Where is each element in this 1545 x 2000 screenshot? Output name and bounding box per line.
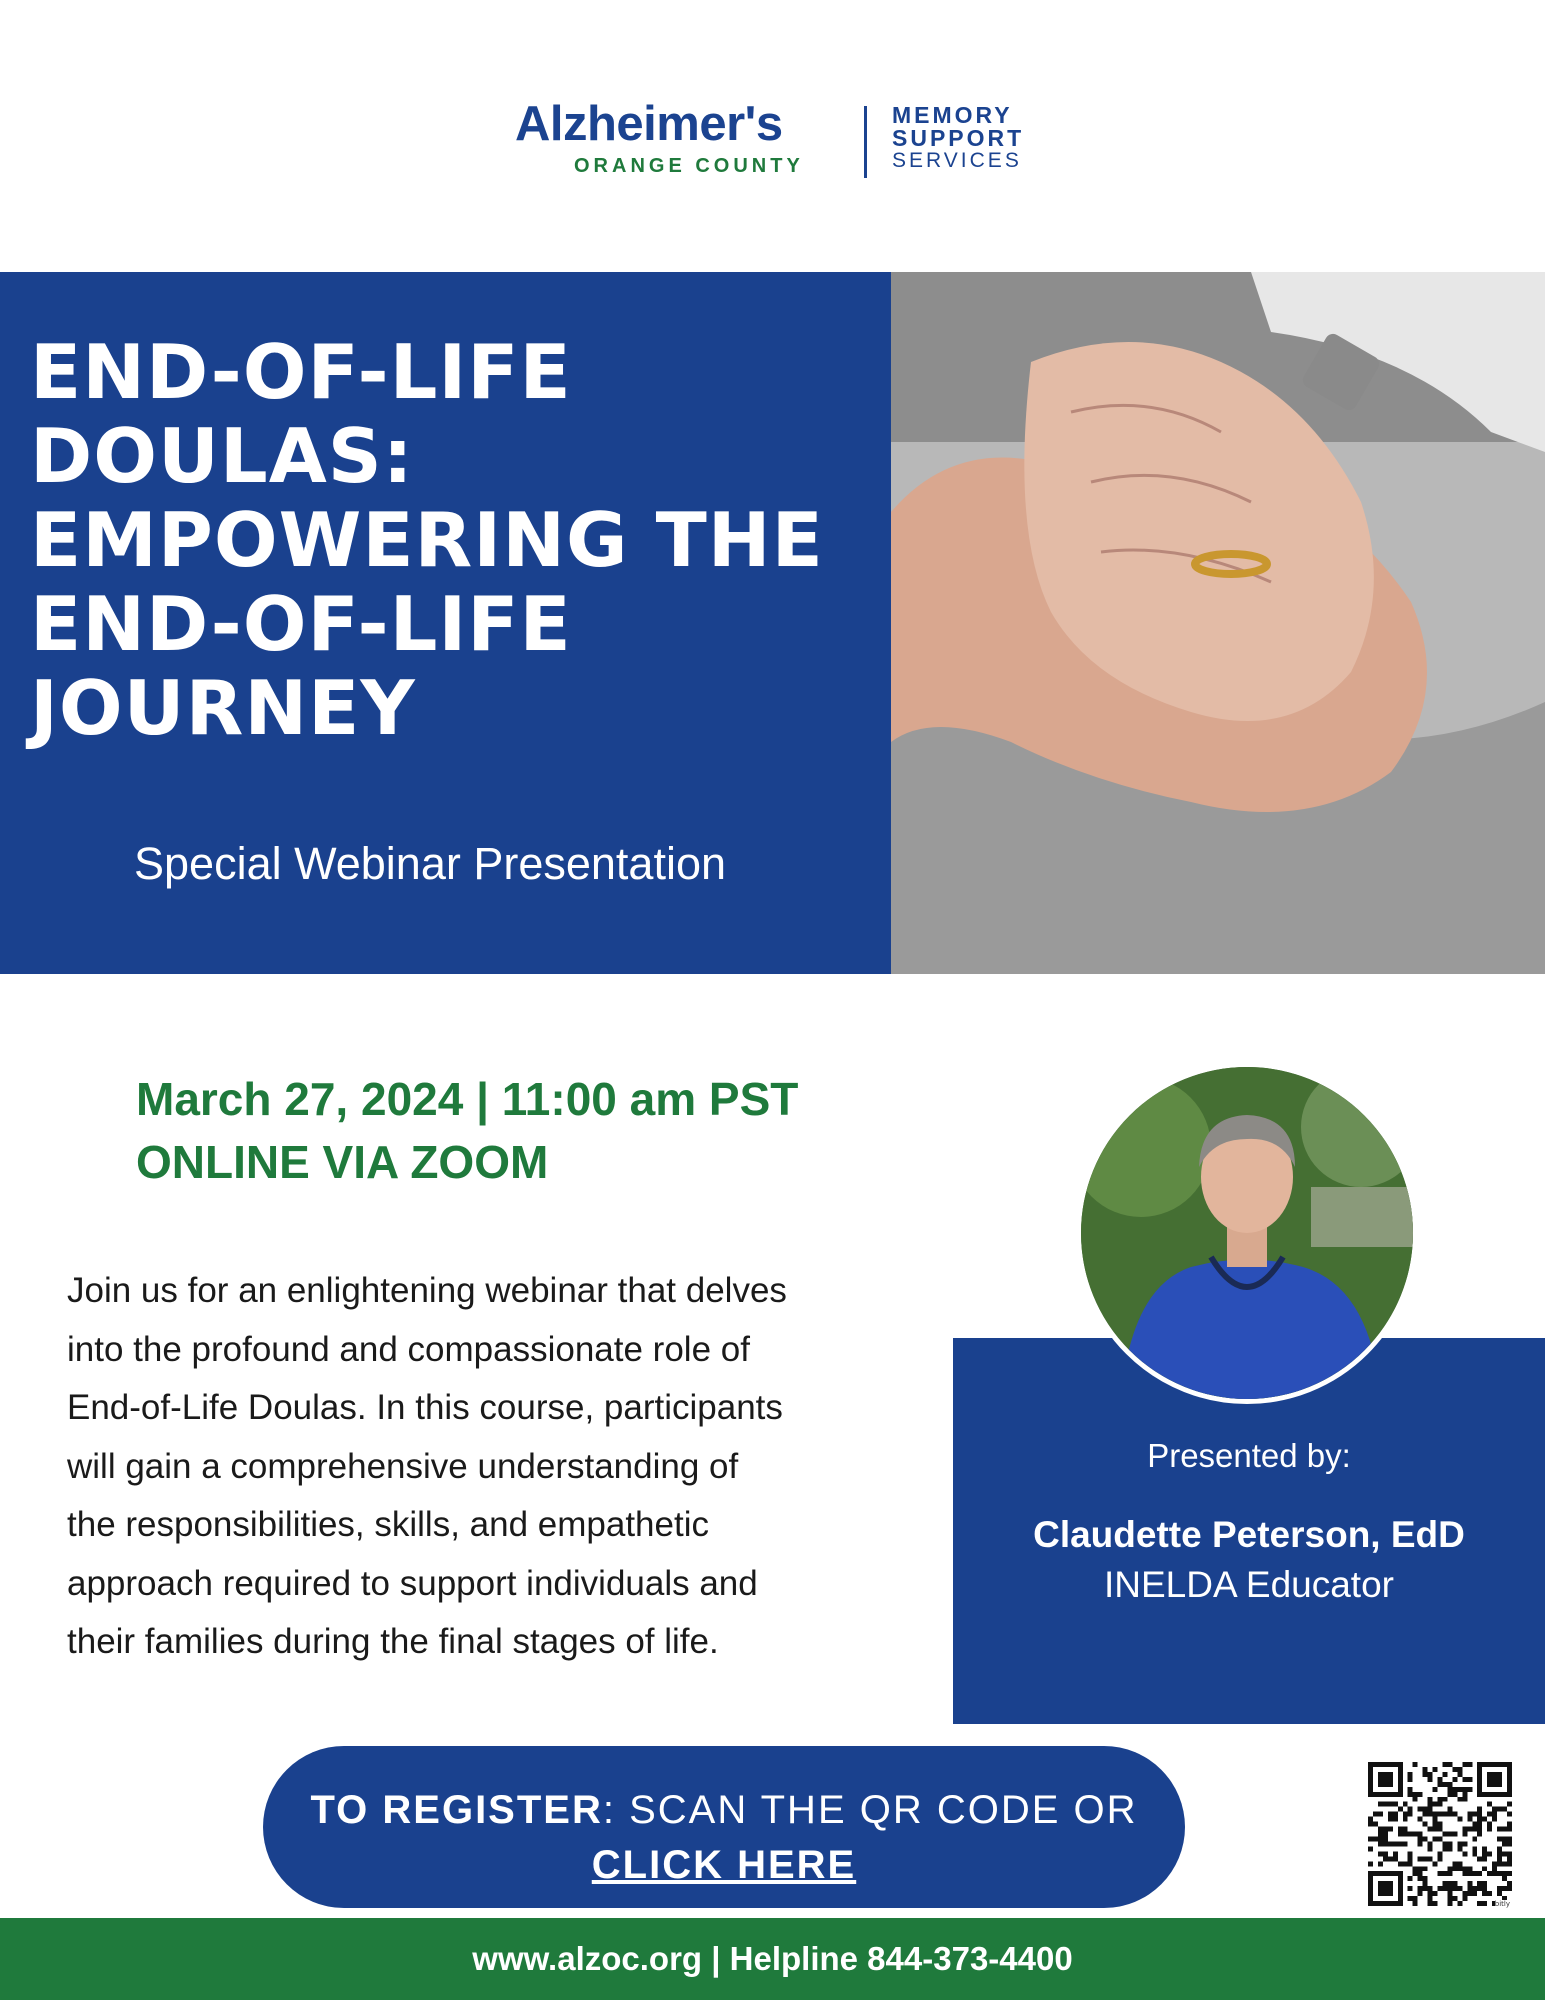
presenter-portrait: [1081, 1067, 1413, 1399]
event-datetime: March 27, 2024 | 11:00 am PST: [136, 1073, 799, 1125]
logo-service-line1: MEMORY: [892, 102, 1013, 128]
qr-caption: bitly: [1494, 1900, 1510, 1908]
register-button[interactable]: [263, 1746, 1185, 1908]
title-line: EMPOWERING THE: [30, 496, 824, 584]
hero-subtitle: Special Webinar Presentation: [134, 838, 727, 889]
logo-service-name: [892, 104, 1024, 171]
presenter-role: INELDA Educator: [1104, 1564, 1394, 1605]
holding-hands-photo: [891, 272, 1545, 974]
click-here-link[interactable]: CLICK HERE: [591, 1843, 857, 1887]
description-line: approach required to support individuals and: [67, 1563, 758, 1603]
description-line: into the profound and compassionate role of: [67, 1329, 750, 1369]
presenter-name: Claudette Peterson, EdD: [1033, 1514, 1465, 1555]
presented-by-label: Presented by:: [1147, 1437, 1351, 1474]
event-location: ONLINE VIA ZOOM: [136, 1136, 549, 1188]
description-line: Join us for an enlightening webinar that delves: [67, 1271, 787, 1310]
page-title: [30, 330, 870, 750]
logo-region: ORANGE COUNTY: [574, 155, 804, 177]
description-line: their families during the final stages of life.: [67, 1622, 719, 1661]
logo-wordmark: Alzheimer's: [515, 97, 783, 151]
register-text: : SCAN THE QR CODE OR: [602, 1788, 1138, 1832]
title-line: END-OF-LIFE: [30, 328, 572, 416]
event-description: [67, 1262, 887, 1672]
title-line: JOURNEY: [30, 664, 416, 752]
description-line: End-of-Life Doulas. In this course, participants: [67, 1388, 783, 1427]
logo-divider: [864, 106, 867, 178]
description-line: will gain a comprehensive understanding of: [67, 1446, 739, 1486]
logo-service-line2: SUPPORT: [892, 125, 1025, 151]
footer-contact: www.alzoc.org | Helpline 844-373-4400: [0, 1918, 1545, 2000]
register-prefix: TO REGISTER: [310, 1788, 603, 1832]
qr-code[interactable]: [1368, 1762, 1512, 1906]
register-instructions: [263, 1788, 1185, 1833]
title-line: END-OF-LIFE: [30, 580, 572, 668]
title-line: DOULAS:: [30, 412, 414, 500]
logo-service-line3: SERVICES: [892, 149, 1022, 172]
holding-hands-illustration: [891, 272, 1545, 974]
qr-code-image: [1368, 1762, 1512, 1906]
presenter-avatar: [1076, 1062, 1418, 1404]
description-line: the responsibilities, skills, and empathetic: [67, 1505, 709, 1544]
